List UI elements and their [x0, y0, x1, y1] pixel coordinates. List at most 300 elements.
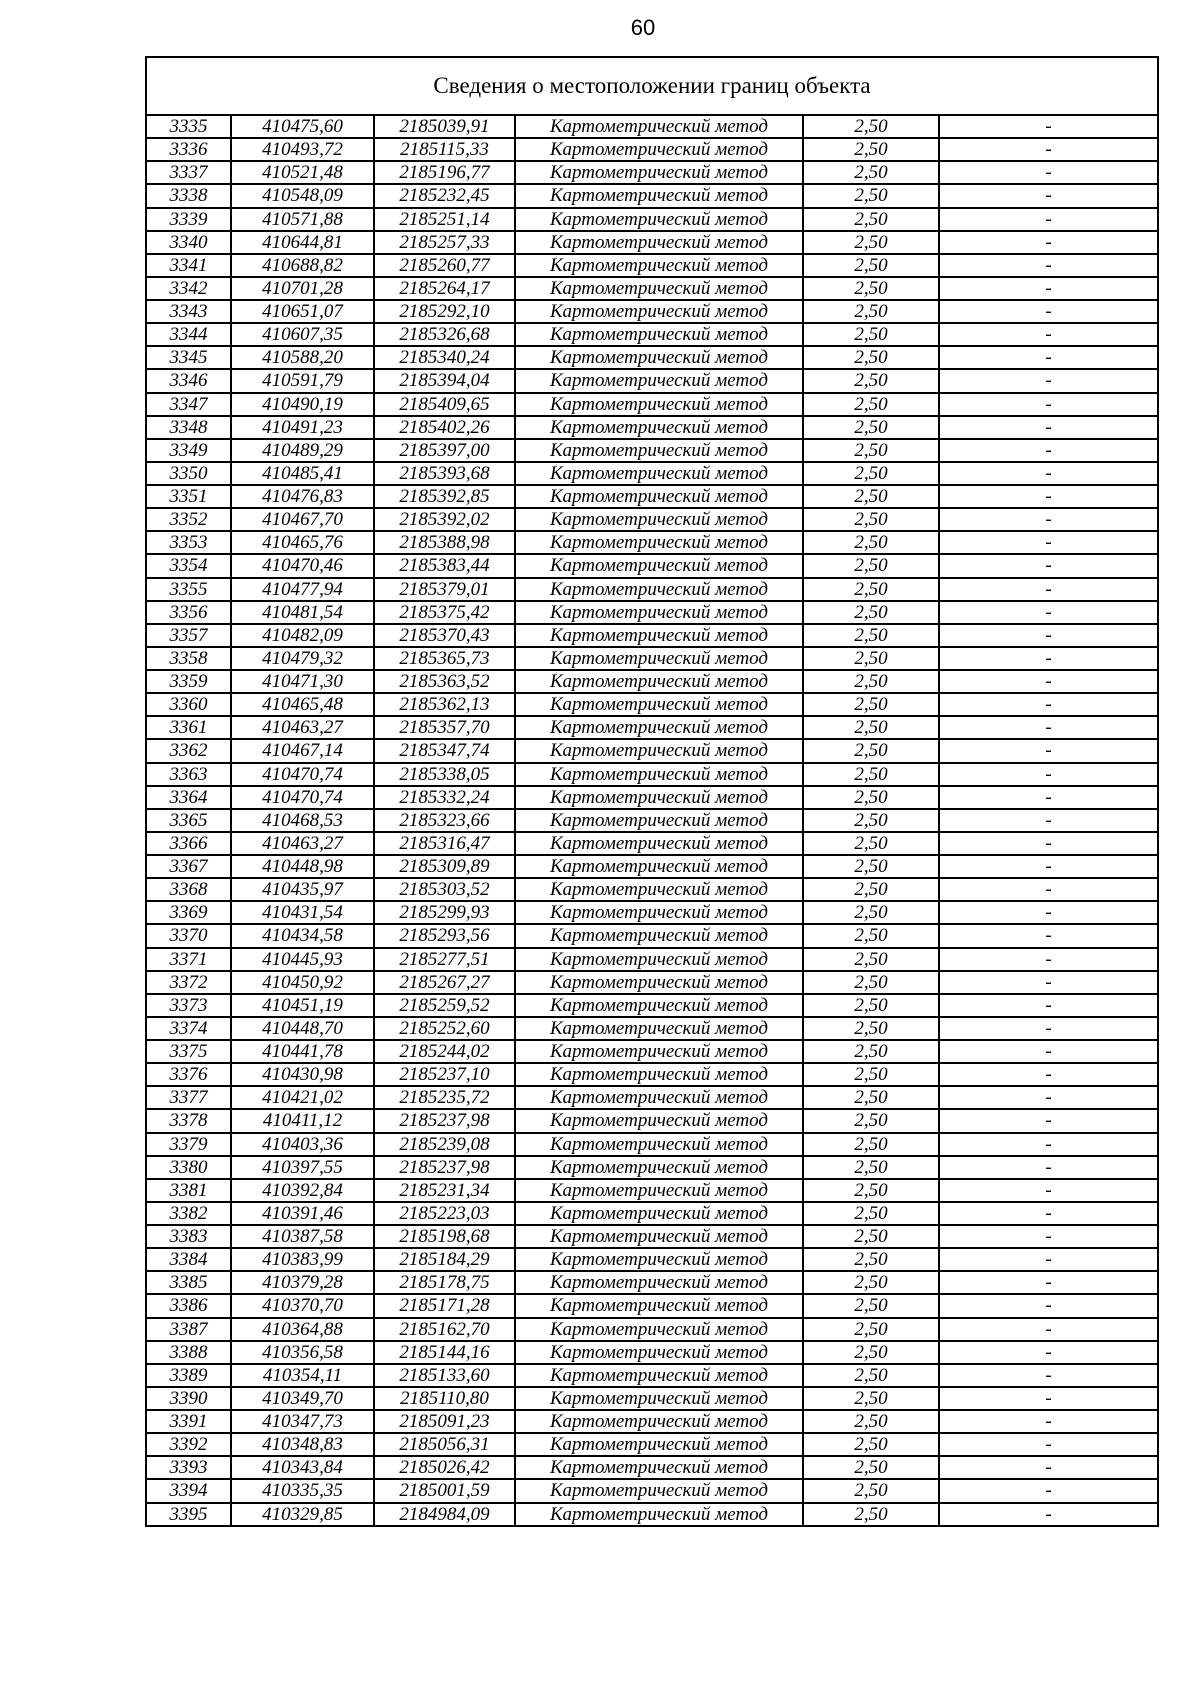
point-number-cell: 3338 [146, 184, 231, 207]
description-cell: - [939, 115, 1158, 138]
description-cell: - [939, 1133, 1158, 1156]
method-cell: Картометрический метод [515, 416, 803, 439]
method-cell: Картометрический метод [515, 1156, 803, 1179]
description-cell: - [939, 369, 1158, 392]
x-coordinate-cell: 410493,72 [231, 138, 374, 161]
accuracy-cell: 2,50 [803, 323, 939, 346]
point-number-cell: 3394 [146, 1479, 231, 1502]
description-cell: - [939, 1086, 1158, 1109]
accuracy-cell: 2,50 [803, 485, 939, 508]
table-row [146, 1156, 1158, 1179]
accuracy-cell: 2,50 [803, 462, 939, 485]
table-row [146, 323, 1158, 346]
accuracy-cell: 2,50 [803, 693, 939, 716]
method-cell: Картометрический метод [515, 485, 803, 508]
accuracy-cell: 2,50 [803, 924, 939, 947]
method-cell: Картометрический метод [515, 1017, 803, 1040]
accuracy-cell: 2,50 [803, 1040, 939, 1063]
table-row [146, 1364, 1158, 1387]
table-row [146, 462, 1158, 485]
x-coordinate-cell: 410588,20 [231, 346, 374, 369]
description-cell: - [939, 1179, 1158, 1202]
point-number-cell: 3343 [146, 300, 231, 323]
method-cell: Картометрический метод [515, 138, 803, 161]
point-number-cell: 3342 [146, 277, 231, 300]
description-cell: - [939, 1341, 1158, 1364]
y-coordinate-cell: 2185303,52 [374, 878, 515, 901]
description-cell: - [939, 1364, 1158, 1387]
point-number-cell: 3371 [146, 948, 231, 971]
table-row [146, 393, 1158, 416]
point-number-cell: 3393 [146, 1456, 231, 1479]
description-cell: - [939, 531, 1158, 554]
method-cell: Картометрический метод [515, 161, 803, 184]
accuracy-cell: 2,50 [803, 231, 939, 254]
table-row [146, 485, 1158, 508]
description-cell: - [939, 716, 1158, 739]
y-coordinate-cell: 2185365,73 [374, 647, 515, 670]
accuracy-cell: 2,50 [803, 1318, 939, 1341]
accuracy-cell: 2,50 [803, 1479, 939, 1502]
point-number-cell: 3377 [146, 1086, 231, 1109]
method-cell: Картометрический метод [515, 323, 803, 346]
point-number-cell: 3386 [146, 1294, 231, 1317]
description-cell: - [939, 161, 1158, 184]
method-cell: Картометрический метод [515, 1479, 803, 1502]
y-coordinate-cell: 2185251,14 [374, 208, 515, 231]
description-cell: - [939, 647, 1158, 670]
method-cell: Картометрический метод [515, 1294, 803, 1317]
table-row [146, 693, 1158, 716]
y-coordinate-cell: 2185237,98 [374, 1109, 515, 1132]
y-coordinate-cell: 2185299,93 [374, 901, 515, 924]
accuracy-cell: 2,50 [803, 1179, 939, 1202]
method-cell: Картометрический метод [515, 1364, 803, 1387]
y-coordinate-cell: 2185362,13 [374, 693, 515, 716]
table-row [146, 647, 1158, 670]
table-row [146, 878, 1158, 901]
point-number-cell: 3388 [146, 1341, 231, 1364]
description-cell: - [939, 809, 1158, 832]
y-coordinate-cell: 2185357,70 [374, 716, 515, 739]
x-coordinate-cell: 410688,82 [231, 254, 374, 277]
accuracy-cell: 2,50 [803, 948, 939, 971]
description-cell: - [939, 277, 1158, 300]
y-coordinate-cell: 2185383,44 [374, 554, 515, 577]
table-row [146, 1271, 1158, 1294]
table-row [146, 1017, 1158, 1040]
y-coordinate-cell: 2185370,43 [374, 624, 515, 647]
y-coordinate-cell: 2185309,89 [374, 855, 515, 878]
description-cell: - [939, 208, 1158, 231]
method-cell: Картометрический метод [515, 716, 803, 739]
point-number-cell: 3376 [146, 1063, 231, 1086]
table-row [146, 670, 1158, 693]
point-number-cell: 3370 [146, 924, 231, 947]
x-coordinate-cell: 410451,19 [231, 994, 374, 1017]
point-number-cell: 3345 [146, 346, 231, 369]
accuracy-cell: 2,50 [803, 115, 939, 138]
description-cell: - [939, 508, 1158, 531]
table-row [146, 924, 1158, 947]
accuracy-cell: 2,50 [803, 1225, 939, 1248]
accuracy-cell: 2,50 [803, 1133, 939, 1156]
table-row [146, 1040, 1158, 1063]
x-coordinate-cell: 410370,70 [231, 1294, 374, 1317]
y-coordinate-cell: 2185409,65 [374, 393, 515, 416]
y-coordinate-cell: 2185363,52 [374, 670, 515, 693]
point-number-cell: 3380 [146, 1156, 231, 1179]
x-coordinate-cell: 410571,88 [231, 208, 374, 231]
method-cell: Картометрический метод [515, 346, 803, 369]
description-cell: - [939, 1202, 1158, 1225]
table-body [146, 57, 1158, 1526]
description-cell: - [939, 1318, 1158, 1341]
description-cell: - [939, 254, 1158, 277]
accuracy-cell: 2,50 [803, 578, 939, 601]
y-coordinate-cell: 2185257,33 [374, 231, 515, 254]
x-coordinate-cell: 410701,28 [231, 277, 374, 300]
y-coordinate-cell: 2185171,28 [374, 1294, 515, 1317]
x-coordinate-cell: 410463,27 [231, 716, 374, 739]
accuracy-cell: 2,50 [803, 901, 939, 924]
point-number-cell: 3352 [146, 508, 231, 531]
point-number-cell: 3378 [146, 1109, 231, 1132]
method-cell: Картометрический метод [515, 1133, 803, 1156]
x-coordinate-cell: 410445,93 [231, 948, 374, 971]
method-cell: Картометрический метод [515, 1433, 803, 1456]
accuracy-cell: 2,50 [803, 184, 939, 207]
accuracy-cell: 2,50 [803, 971, 939, 994]
accuracy-cell: 2,50 [803, 508, 939, 531]
method-cell: Картометрический метод [515, 971, 803, 994]
description-cell: - [939, 1017, 1158, 1040]
y-coordinate-cell: 2185260,77 [374, 254, 515, 277]
method-cell: Картометрический метод [515, 994, 803, 1017]
table-row [146, 716, 1158, 739]
x-coordinate-cell: 410364,88 [231, 1318, 374, 1341]
y-coordinate-cell: 2185323,66 [374, 809, 515, 832]
point-number-cell: 3350 [146, 462, 231, 485]
description-cell: - [939, 878, 1158, 901]
description-cell: - [939, 763, 1158, 786]
x-coordinate-cell: 410463,27 [231, 832, 374, 855]
point-number-cell: 3392 [146, 1433, 231, 1456]
x-coordinate-cell: 410329,85 [231, 1503, 374, 1526]
accuracy-cell: 2,50 [803, 161, 939, 184]
point-number-cell: 3357 [146, 624, 231, 647]
x-coordinate-cell: 410651,07 [231, 300, 374, 323]
y-coordinate-cell: 2185178,75 [374, 1271, 515, 1294]
y-coordinate-cell: 2185326,68 [374, 323, 515, 346]
y-coordinate-cell: 2185091,23 [374, 1410, 515, 1433]
y-coordinate-cell: 2185039,91 [374, 115, 515, 138]
description-cell: - [939, 1156, 1158, 1179]
point-number-cell: 3353 [146, 531, 231, 554]
table-row [146, 1503, 1158, 1526]
method-cell: Картометрический метод [515, 439, 803, 462]
method-cell: Картометрический метод [515, 462, 803, 485]
table-row [146, 624, 1158, 647]
point-number-cell: 3383 [146, 1225, 231, 1248]
table-row [146, 948, 1158, 971]
x-coordinate-cell: 410479,32 [231, 647, 374, 670]
table-row [146, 1086, 1158, 1109]
method-cell: Картометрический метод [515, 948, 803, 971]
accuracy-cell: 2,50 [803, 1086, 939, 1109]
method-cell: Картометрический метод [515, 1202, 803, 1225]
accuracy-cell: 2,50 [803, 1433, 939, 1456]
accuracy-cell: 2,50 [803, 369, 939, 392]
description-cell: - [939, 1040, 1158, 1063]
method-cell: Картометрический метод [515, 1410, 803, 1433]
table-row [146, 1479, 1158, 1502]
x-coordinate-cell: 410475,60 [231, 115, 374, 138]
x-coordinate-cell: 410465,76 [231, 531, 374, 554]
method-cell: Картометрический метод [515, 115, 803, 138]
accuracy-cell: 2,50 [803, 554, 939, 577]
y-coordinate-cell: 2185392,85 [374, 485, 515, 508]
method-cell: Картометрический метод [515, 1341, 803, 1364]
x-coordinate-cell: 410421,02 [231, 1086, 374, 1109]
x-coordinate-cell: 410521,48 [231, 161, 374, 184]
point-number-cell: 3354 [146, 554, 231, 577]
point-number-cell: 3369 [146, 901, 231, 924]
method-cell: Картометрический метод [515, 531, 803, 554]
x-coordinate-cell: 410470,74 [231, 763, 374, 786]
point-number-cell: 3336 [146, 138, 231, 161]
x-coordinate-cell: 410335,35 [231, 1479, 374, 1502]
y-coordinate-cell: 2185198,68 [374, 1225, 515, 1248]
table-row [146, 739, 1158, 762]
table-row [146, 578, 1158, 601]
accuracy-cell: 2,50 [803, 786, 939, 809]
x-coordinate-cell: 410482,09 [231, 624, 374, 647]
table-row [146, 1341, 1158, 1364]
description-cell: - [939, 184, 1158, 207]
x-coordinate-cell: 410403,36 [231, 1133, 374, 1156]
table-row [146, 277, 1158, 300]
point-number-cell: 3341 [146, 254, 231, 277]
y-coordinate-cell: 2185316,47 [374, 832, 515, 855]
table-row [146, 184, 1158, 207]
table-row [146, 554, 1158, 577]
y-coordinate-cell: 2185239,08 [374, 1133, 515, 1156]
accuracy-cell: 2,50 [803, 254, 939, 277]
point-number-cell: 3361 [146, 716, 231, 739]
y-coordinate-cell: 2185394,04 [374, 369, 515, 392]
x-coordinate-cell: 410644,81 [231, 231, 374, 254]
accuracy-cell: 2,50 [803, 1202, 939, 1225]
point-number-cell: 3358 [146, 647, 231, 670]
y-coordinate-cell: 2185292,10 [374, 300, 515, 323]
method-cell: Картометрический метод [515, 901, 803, 924]
point-number-cell: 3391 [146, 1410, 231, 1433]
table-row [146, 1202, 1158, 1225]
x-coordinate-cell: 410349,70 [231, 1387, 374, 1410]
point-number-cell: 3349 [146, 439, 231, 462]
accuracy-cell: 2,50 [803, 439, 939, 462]
accuracy-cell: 2,50 [803, 1387, 939, 1410]
description-cell: - [939, 971, 1158, 994]
table-row [146, 1225, 1158, 1248]
accuracy-cell: 2,50 [803, 716, 939, 739]
accuracy-cell: 2,50 [803, 855, 939, 878]
method-cell: Картометрический метод [515, 1063, 803, 1086]
description-cell: - [939, 948, 1158, 971]
description-cell: - [939, 554, 1158, 577]
y-coordinate-cell: 2185235,72 [374, 1086, 515, 1109]
table-row [146, 416, 1158, 439]
point-number-cell: 3344 [146, 323, 231, 346]
point-number-cell: 3389 [146, 1364, 231, 1387]
y-coordinate-cell: 2185115,33 [374, 138, 515, 161]
table-row [146, 161, 1158, 184]
y-coordinate-cell: 2185393,68 [374, 462, 515, 485]
boundary-coordinates-table [145, 56, 1159, 1527]
y-coordinate-cell: 2184984,09 [374, 1503, 515, 1526]
table-row [146, 786, 1158, 809]
page-number: 60 [630, 15, 656, 40]
point-number-cell: 3381 [146, 1179, 231, 1202]
table-row [146, 231, 1158, 254]
table-row [146, 1179, 1158, 1202]
point-number-cell: 3365 [146, 809, 231, 832]
x-coordinate-cell: 410450,92 [231, 971, 374, 994]
description-cell: - [939, 601, 1158, 624]
point-number-cell: 3356 [146, 601, 231, 624]
x-coordinate-cell: 410387,58 [231, 1225, 374, 1248]
x-coordinate-cell: 410348,83 [231, 1433, 374, 1456]
accuracy-cell: 2,50 [803, 1364, 939, 1387]
accuracy-cell: 2,50 [803, 1248, 939, 1271]
description-cell: - [939, 346, 1158, 369]
x-coordinate-cell: 410481,54 [231, 601, 374, 624]
y-coordinate-cell: 2185244,02 [374, 1040, 515, 1063]
accuracy-cell: 2,50 [803, 1109, 939, 1132]
description-cell: - [939, 1387, 1158, 1410]
table-title: Сведения о местоположении границ объекта [146, 57, 1158, 115]
description-cell: - [939, 323, 1158, 346]
description-cell: - [939, 462, 1158, 485]
point-number-cell: 3395 [146, 1503, 231, 1526]
table-row [146, 346, 1158, 369]
method-cell: Картометрический метод [515, 1456, 803, 1479]
y-coordinate-cell: 2185340,24 [374, 346, 515, 369]
description-cell: - [939, 901, 1158, 924]
table-row [146, 115, 1158, 138]
description-cell: - [939, 624, 1158, 647]
x-coordinate-cell: 410397,55 [231, 1156, 374, 1179]
accuracy-cell: 2,50 [803, 1456, 939, 1479]
x-coordinate-cell: 410489,29 [231, 439, 374, 462]
accuracy-cell: 2,50 [803, 647, 939, 670]
description-cell: - [939, 1479, 1158, 1502]
accuracy-cell: 2,50 [803, 1271, 939, 1294]
description-cell: - [939, 1225, 1158, 1248]
table-row [146, 1063, 1158, 1086]
accuracy-cell: 2,50 [803, 1341, 939, 1364]
table-row [146, 508, 1158, 531]
method-cell: Картометрический метод [515, 601, 803, 624]
x-coordinate-cell: 410354,11 [231, 1364, 374, 1387]
point-number-cell: 3372 [146, 971, 231, 994]
method-cell: Картометрический метод [515, 786, 803, 809]
y-coordinate-cell: 2185392,02 [374, 508, 515, 531]
method-cell: Картометрический метод [515, 832, 803, 855]
table-row [146, 832, 1158, 855]
table-row [146, 763, 1158, 786]
y-coordinate-cell: 2185252,60 [374, 1017, 515, 1040]
y-coordinate-cell: 2185133,60 [374, 1364, 515, 1387]
method-cell: Картометрический метод [515, 554, 803, 577]
description-cell: - [939, 416, 1158, 439]
y-coordinate-cell: 2185397,00 [374, 439, 515, 462]
point-number-cell: 3339 [146, 208, 231, 231]
table-title-row [146, 57, 1158, 115]
x-coordinate-cell: 410467,70 [231, 508, 374, 531]
method-cell: Картометрический метод [515, 1248, 803, 1271]
description-cell: - [939, 393, 1158, 416]
table-row [146, 138, 1158, 161]
point-number-cell: 3363 [146, 763, 231, 786]
table-row [146, 300, 1158, 323]
y-coordinate-cell: 2185277,51 [374, 948, 515, 971]
accuracy-cell: 2,50 [803, 763, 939, 786]
table-row [146, 1133, 1158, 1156]
method-cell: Картометрический метод [515, 1109, 803, 1132]
point-number-cell: 3337 [146, 161, 231, 184]
method-cell: Картометрический метод [515, 670, 803, 693]
x-coordinate-cell: 410476,83 [231, 485, 374, 508]
description-cell: - [939, 924, 1158, 947]
x-coordinate-cell: 410448,98 [231, 855, 374, 878]
point-number-cell: 3379 [146, 1133, 231, 1156]
point-number-cell: 3351 [146, 485, 231, 508]
x-coordinate-cell: 410383,99 [231, 1248, 374, 1271]
table-row [146, 1109, 1158, 1132]
description-cell: - [939, 1433, 1158, 1456]
description-cell: - [939, 1271, 1158, 1294]
point-number-cell: 3374 [146, 1017, 231, 1040]
accuracy-cell: 2,50 [803, 994, 939, 1017]
method-cell: Картометрический метод [515, 208, 803, 231]
y-coordinate-cell: 2185056,31 [374, 1433, 515, 1456]
accuracy-cell: 2,50 [803, 1294, 939, 1317]
description-cell: - [939, 1063, 1158, 1086]
y-coordinate-cell: 2185223,03 [374, 1202, 515, 1225]
x-coordinate-cell: 410434,58 [231, 924, 374, 947]
description-cell: - [939, 231, 1158, 254]
x-coordinate-cell: 410490,19 [231, 393, 374, 416]
method-cell: Картометрический метод [515, 393, 803, 416]
table-row [146, 1433, 1158, 1456]
y-coordinate-cell: 2185110,80 [374, 1387, 515, 1410]
table-row [146, 1248, 1158, 1271]
method-cell: Картометрический метод [515, 763, 803, 786]
point-number-cell: 3382 [146, 1202, 231, 1225]
point-number-cell: 3360 [146, 693, 231, 716]
y-coordinate-cell: 2185293,56 [374, 924, 515, 947]
accuracy-cell: 2,50 [803, 878, 939, 901]
table-row [146, 1294, 1158, 1317]
description-cell: - [939, 138, 1158, 161]
description-cell: - [939, 1410, 1158, 1433]
accuracy-cell: 2,50 [803, 624, 939, 647]
x-coordinate-cell: 410591,79 [231, 369, 374, 392]
y-coordinate-cell: 2185402,26 [374, 416, 515, 439]
method-cell: Картометрический метод [515, 1271, 803, 1294]
